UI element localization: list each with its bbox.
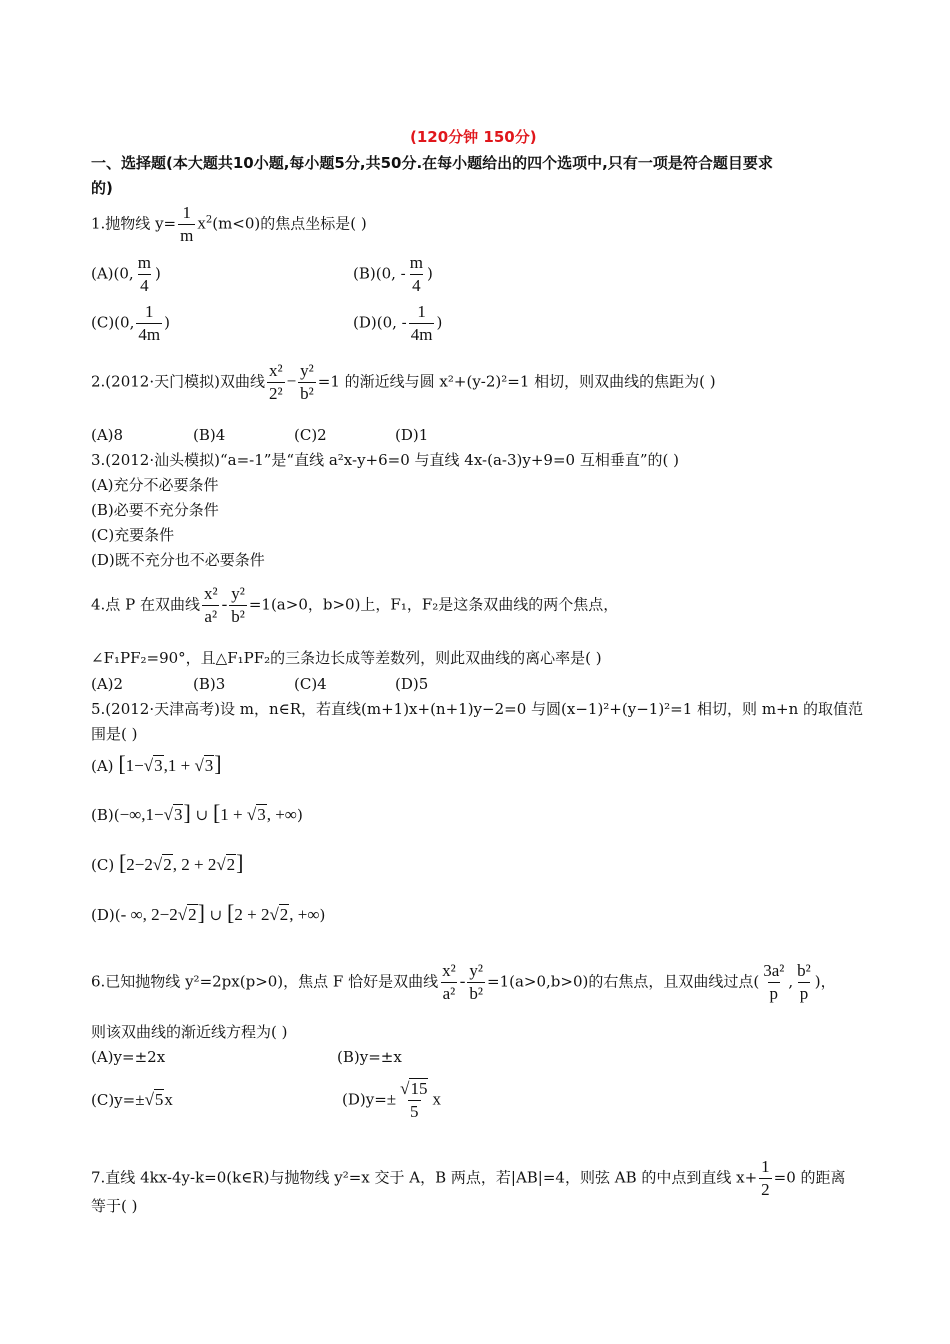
question-5-option-b: (B)(−∞,1−√3] ∪ [1 + √3, +∞) (91, 800, 303, 825)
question-2-option-b: (B)4 (193, 426, 226, 444)
question-6-line2: 则该双曲线的渐近线方程为( ) (91, 1023, 288, 1041)
question-3-stem: 3.(2012·汕头模拟)“a=-1”是“直线 a²x-y+6=0 与直线 4x-(a-3)y+9=0 互相垂直”的( ) (91, 451, 679, 469)
question-1-option-c: (C)(0, $\frac{1}{4m}$ ) (91, 302, 170, 344)
question-4-stem: 4.点 P 在双曲线 $\frac{\text{x²}}{\text{a²}}$ - $\frac{\text{y²}}{\text{b²}}$ =1(a>0，b>0)上，F₁，F₂是这条双曲线的两个焦点， (91, 584, 619, 626)
question-6-option-b: (B)y=±x (337, 1048, 402, 1066)
question-2-option-d: (D)1 (395, 426, 429, 444)
question-5-line2: 围是( ) (91, 725, 138, 743)
question-5-line1: 5.(2012·天津高考)设 m，n∈R，若直线(m+1)x+(n+1)y−2=0 与圆(x−1)²+(y−1)²=1 相切，则 m+n 的取值范 (91, 700, 864, 718)
question-7-line2: 等于( ) (91, 1197, 138, 1215)
question-4-option-a: (A)2 (91, 675, 124, 693)
fraction: $\frac{1}{m}$ (180, 203, 194, 245)
question-2-option-a: (A)8 (91, 426, 124, 444)
question-6-stem: 6.已知抛物线 y²=2px(p>0)，焦点 F 恰好是双曲线 $\frac{\text{x²}}{\text{a²}}$ - $\frac{\text{y²}}{\text{b²}}$ =1(a>0,b>0)的右焦点，且双曲线过点( $\frac{\text{3a²}}{p}$ , $\frac{\text{b²}}{p}$ )， (91, 961, 836, 1003)
question-5-option-a: (A) [1−√3,1 + √3] (91, 751, 222, 776)
section-heading-line2: 的) (91, 179, 113, 197)
question-3-option-c: (C)充要条件 (91, 526, 175, 544)
question-6-option-d: (D)y=± $\frac{√15}{5}$ x (342, 1079, 441, 1121)
section-heading-line1: 一、选择题(本大题共10小题,每小题5分,共50分.在每小题给出的四个选项中,只有一项是符合题目要求 (91, 154, 773, 172)
time-score-header: (120分钟 150分) (410, 128, 537, 146)
question-4-line2: ∠F₁PF₂=90°，且△F₁PF₂的三条边长成等差数列，则此双曲线的离心率是( ) (91, 649, 602, 667)
question-4-option-c: (C)4 (294, 675, 327, 693)
question-1-stem: 1.抛物线 y= $\frac{1}{m}$ $x^2(m<0)$的焦点坐标是( ) (91, 203, 367, 245)
question-1-option-b: (B)(0, - $\frac{m}{4}$ ) (353, 253, 433, 295)
question-3-option-d: (D)既不充分也不必要条件 (91, 551, 265, 569)
question-1-option-d: (D)(0, - $\frac{1}{4m}$ ) (353, 302, 443, 344)
question-2-stem: 2.(2012·天门模拟)双曲线 $\frac{\text{x²}}{\text{2²}}$ − $\frac{\text{y²}}{\text{b²}}$ =1 的渐近线与圆 x²+(y-2)²=1 相切，则双曲线的焦距为( ) (91, 361, 716, 403)
question-6-option-c: (C)y=±√5x (91, 1090, 173, 1109)
question-5-option-d: (D)(- ∞, 2−2√2] ∪ [2 + 2√2, +∞) (91, 900, 326, 925)
question-1-option-a: (A)(0, $\frac{m}{4}$ ) (91, 253, 161, 295)
question-4-option-d: (D)5 (395, 675, 429, 693)
question-3-option-a: (A)充分不必要条件 (91, 476, 219, 494)
question-7-stem: 7.直线 4kx-4y-k=0(k∈R)与抛物线 y²=x 交于 A，B 两点，若|AB|=4，则弦 AB 的中点到直线 x+ $\frac{1}{2}$ =0 的距离 (91, 1157, 846, 1199)
question-4-option-b: (B)3 (193, 675, 226, 693)
question-2-option-c: (C)2 (294, 426, 327, 444)
question-5-option-c: (C) [2−2√2, 2 + 2√2] (91, 850, 244, 875)
question-3-option-b: (B)必要不充分条件 (91, 501, 219, 519)
question-6-option-a: (A)y=±2x (91, 1048, 166, 1066)
